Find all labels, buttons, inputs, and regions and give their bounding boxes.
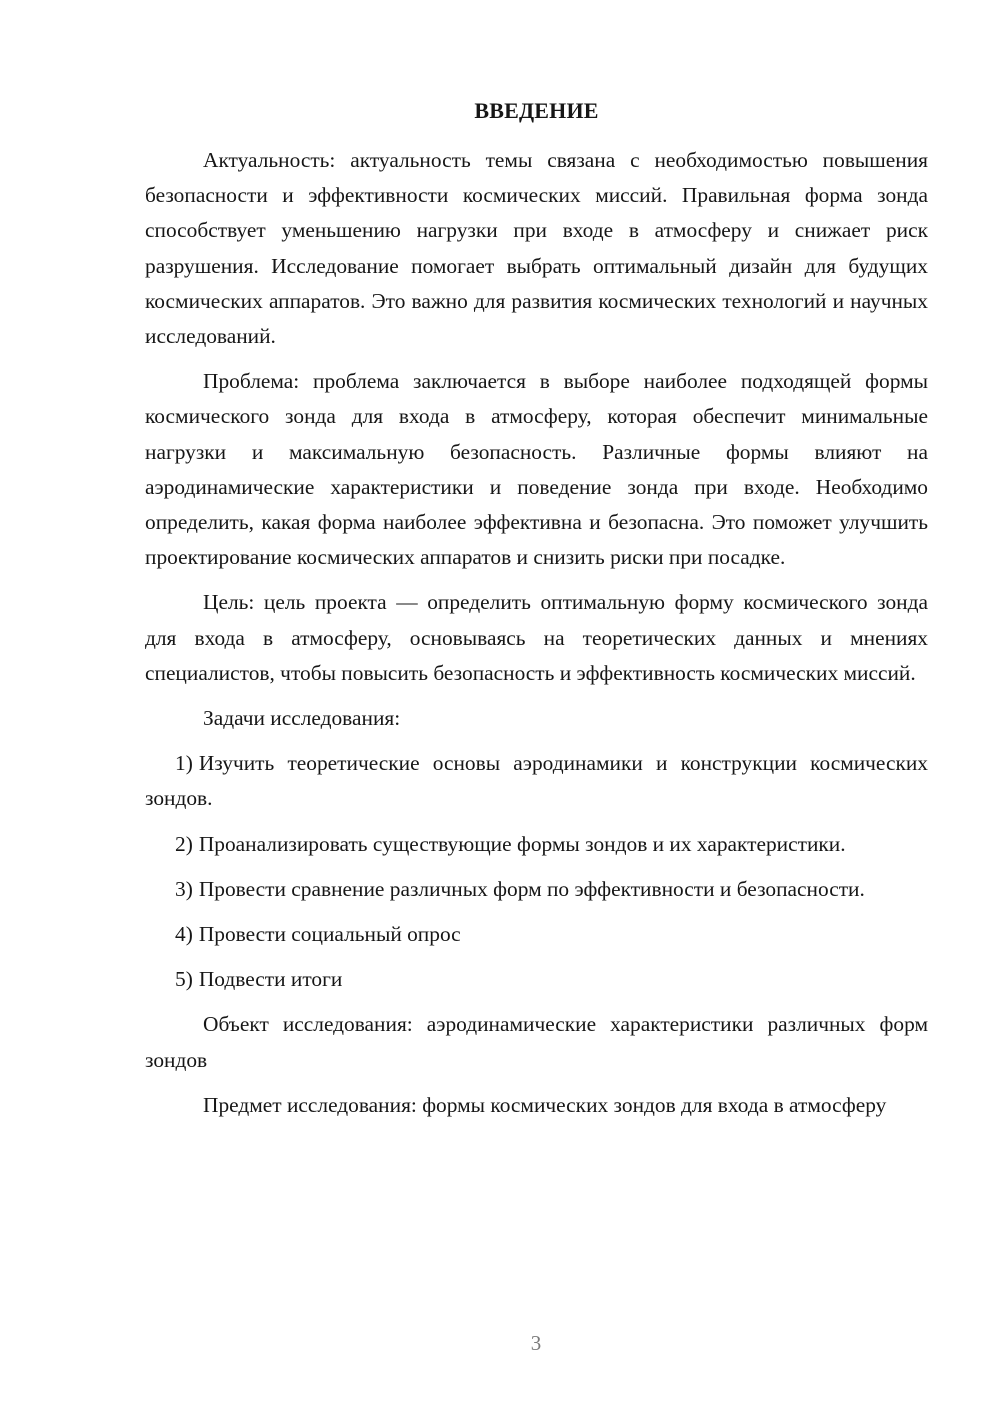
paragraph-subject: Предмет исследования: формы космических зондов для входа в атмосферу bbox=[203, 1092, 887, 1117]
list-item-text: Изучить теоретические основы аэродинамики и конструкции космических зондов. bbox=[145, 751, 928, 811]
tasks-list bbox=[145, 746, 928, 997]
list-item-number: 1) bbox=[175, 751, 193, 776]
list-item-text: Провести сравнение различных форм по эффективности и безопасности. bbox=[198, 876, 865, 901]
document-page bbox=[145, 95, 928, 1133]
paragraph-problem: Проблема: проблема заключается в выборе наиболее подходящей формы космического зонда для входа в атмосферу, которая обеспечит минимальные нагрузки и максимальную безопасность. Различные формы влияют на аэродинамические характеристики и поведение зонда при входе. Необходимо определить, какая форма наиболее эффективна и безопасна. Это поможет улучшить проектирование космических аппаратов и снизить риски при посадке. bbox=[145, 369, 928, 570]
list-item-text: Провести социальный опрос bbox=[198, 922, 461, 947]
list-item-number: 4) bbox=[175, 922, 193, 947]
tasks-heading: Задачи исследования: bbox=[203, 706, 401, 731]
list-item bbox=[145, 962, 928, 997]
list-item-text: Подвести итоги bbox=[198, 967, 343, 992]
paragraph-relevance: Актуальность: актуальность темы связана с необходимостью повышения безопасности и эффективности космических миссий. Правильная форма зонда способствует уменьшению нагрузки при входе в атмосферу и снижает риск разрушения. Исследование помогает выбрать оптимальный дизайн для будущих космических аппаратов. Это важно для развития космических технологий и научных исследований. bbox=[145, 148, 928, 349]
section-title: ВВЕДЕНИЕ bbox=[474, 98, 599, 123]
page-number: 3 bbox=[530, 1331, 542, 1355]
list-item-number: 2) bbox=[175, 831, 193, 856]
list-item bbox=[145, 917, 928, 952]
list-item bbox=[145, 746, 928, 816]
list-item bbox=[145, 872, 928, 907]
paragraph-object: Объект исследования: аэродинамические характеристики различных форм зондов bbox=[145, 1012, 928, 1072]
paragraph-goal: Цель: цель проекта — определить оптимальную форму космического зонда для входа в атмосферу, основываясь на теоретических данных и мнениях специалистов, чтобы повысить безопасность и эффективность космических миссий. bbox=[145, 590, 928, 685]
list-item-text: Проанализировать существующие формы зондов и их характеристики. bbox=[198, 831, 846, 856]
list-item-number: 5) bbox=[175, 967, 193, 992]
list-item bbox=[145, 827, 928, 862]
list-item-number: 3) bbox=[175, 876, 193, 901]
